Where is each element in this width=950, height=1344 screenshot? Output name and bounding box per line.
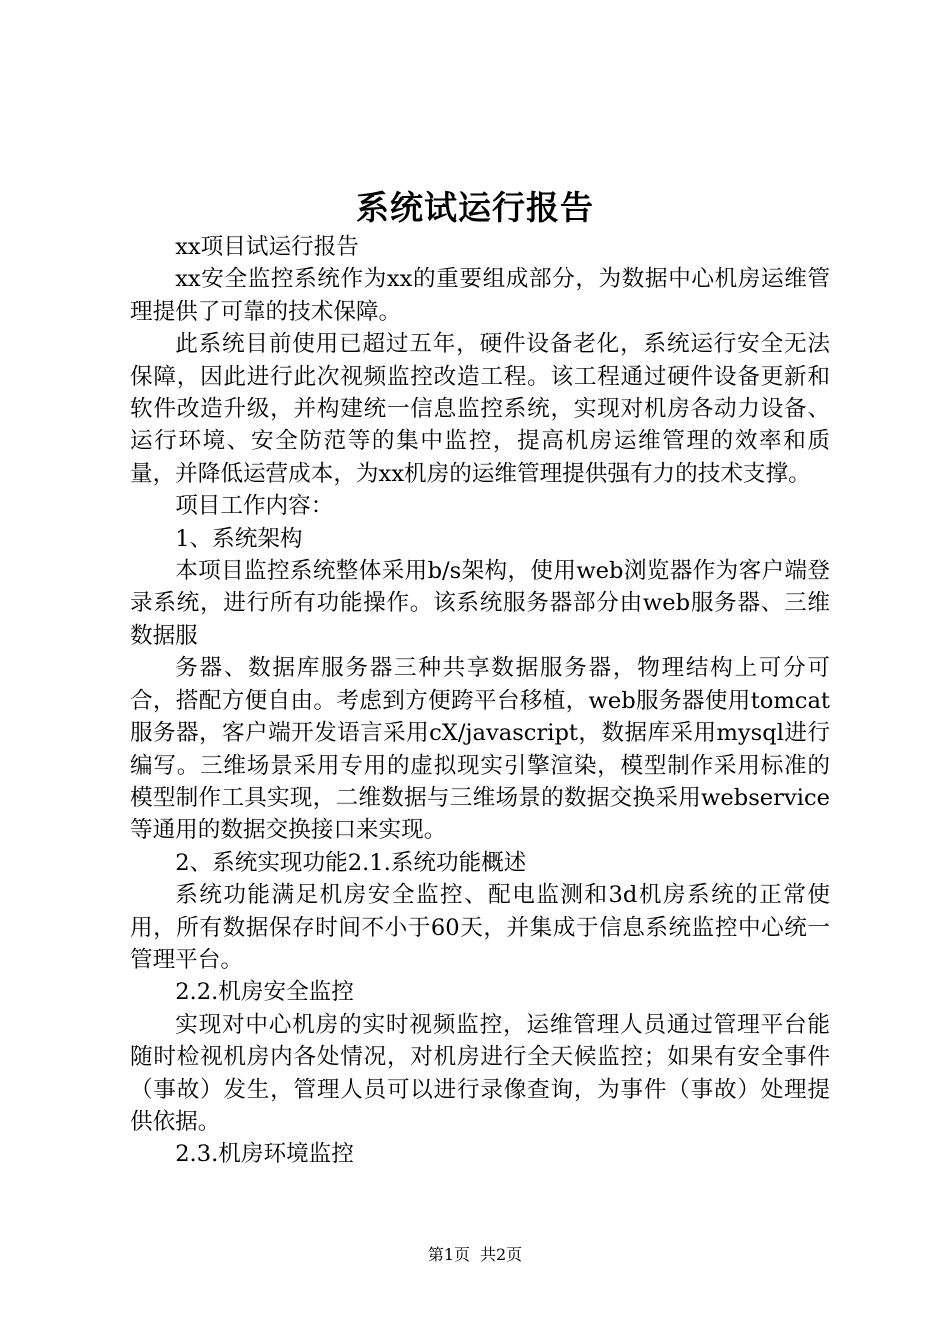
page-number: 第1页: [427, 1245, 470, 1264]
page-footer: [0, 1243, 950, 1267]
section-heading-environment-monitoring: 2.3.机房环境监控: [175, 1141, 354, 1168]
paragraph-function-overview: 系统功能满足机房安全监控、配电监测和3d机房系统的正常使用，所有数据保存时间不小于60天，并集成于信息系统监控中心统一管理平台。: [130, 882, 830, 973]
document-body: [130, 231, 830, 1171]
section-heading-functions: 2、系统实现功能2.1.系统功能概述: [175, 849, 527, 876]
document-title: 系统试运行报告: [356, 188, 594, 227]
paragraph-report-heading: xx项目试运行报告: [175, 234, 359, 260]
page-count: 共2页: [480, 1245, 523, 1264]
paragraph-architecture-part1: 本项目监控系统整体采用b/s架构，使用web浏览器作为客户端登录系统，进行所有功能操作。该系统服务器部分由web服务器、三维数据服: [130, 558, 830, 649]
paragraph-intro: xx安全监控系统作为xx的重要组成部分，为数据中心机房运维管理提供了可靠的技术保障。: [130, 266, 830, 325]
paragraph-security-monitoring: 实现对中心机房的实时视频监控，运维管理人员通过管理平台能随时检视机房内各处情况，对机房进行全天候监控；如果有安全事件（事故）发生，管理人员可以进行录像查询，为事件（事故）处理提供依据。: [130, 1011, 830, 1135]
paragraph-background: 此系统目前使用已超过五年，硬件设备老化，系统运行安全无法保障，因此进行此次视频监控改造工程。该工程通过硬件设备更新和软件改造升级，并构建统一信息监控系统，实现对机房各动力设备、运行环境、安全防范等的集中监控，提高机房运维管理的效率和质量，并降低运营成本，为xx机房的运维管理提供强有力的技术支撑。: [130, 331, 830, 487]
section-heading-security-monitoring: 2.2.机房安全监控: [175, 979, 354, 1006]
paragraph-work-content-heading: 项目工作内容：: [175, 493, 334, 520]
section-heading-architecture: 1、系统架构: [175, 525, 303, 552]
paragraph-architecture-part2: 务器、数据库服务器三种共享数据服务器，物理结构上可分可合，搭配方便自由。考虑到方便跨平台移植，web服务器使用tomcat服务器，客户端开发语言采用cX/javascript，数据库采用mysql进行编写。三维场景采用专用的虚拟现实引擎渲染，模型制作采用标准的模型制作工具实现，二维数据与三维场景的数据交换采用webservice等通用的数据交换接口来实现。: [130, 655, 830, 844]
